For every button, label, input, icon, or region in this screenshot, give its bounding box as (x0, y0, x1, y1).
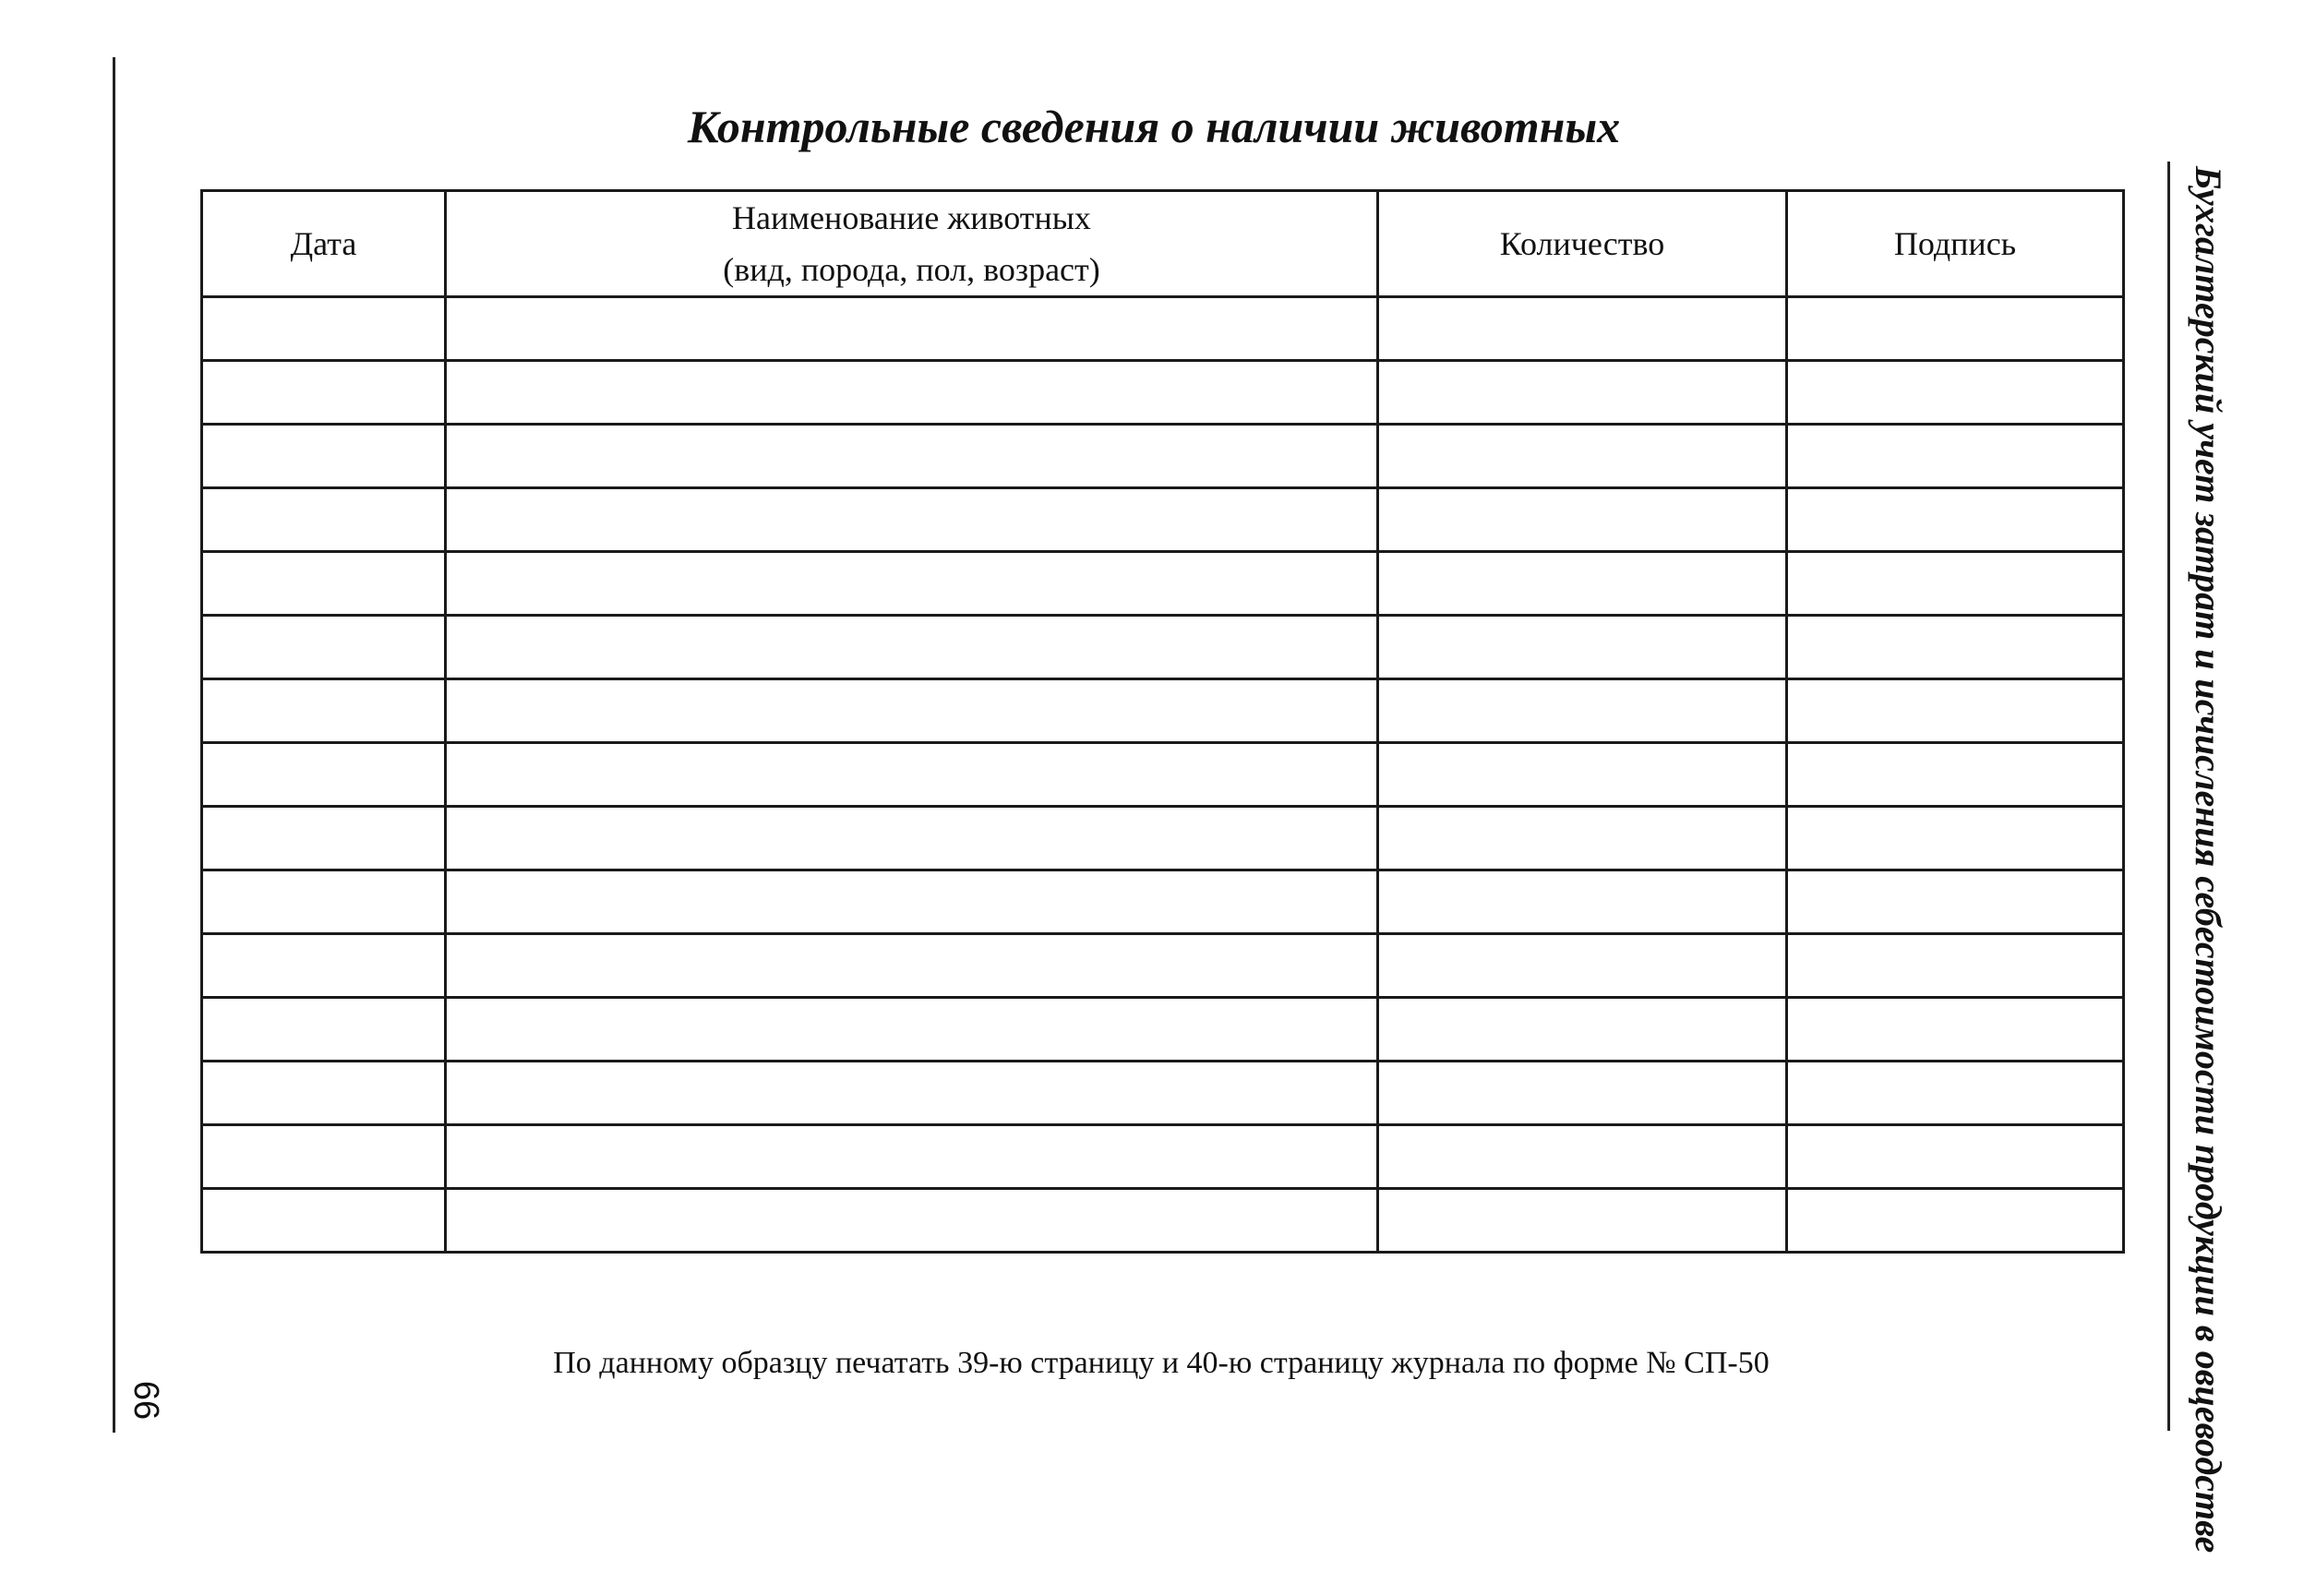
name-cell (446, 743, 1378, 807)
date-cell (202, 1062, 446, 1125)
table-row (202, 679, 2124, 743)
signature-cell (1787, 743, 2124, 807)
table-row (202, 1125, 2124, 1189)
table-row (202, 552, 2124, 616)
column-header-name-line1: Наименование животных (732, 199, 1091, 236)
date-cell (202, 807, 446, 870)
name-cell (446, 870, 1378, 934)
date-cell (202, 425, 446, 488)
quantity-cell (1378, 743, 1787, 807)
table-row (202, 870, 2124, 934)
name-cell (446, 679, 1378, 743)
quantity-cell (1378, 679, 1787, 743)
signature-cell (1787, 998, 2124, 1062)
signature-cell (1787, 934, 2124, 998)
quantity-cell (1378, 998, 1787, 1062)
table-row (202, 1062, 2124, 1125)
table-row (202, 616, 2124, 679)
footer-note: По данному образцу печатать 39-ю страницу и 40-ю страницу журнала по форме № СП-50 (553, 1346, 1770, 1380)
date-cell (202, 870, 446, 934)
signature-cell (1787, 870, 2124, 934)
date-cell (202, 361, 446, 425)
date-cell (202, 1189, 446, 1253)
quantity-cell (1378, 616, 1787, 679)
table-row (202, 998, 2124, 1062)
quantity-cell (1378, 425, 1787, 488)
name-cell (446, 297, 1378, 361)
quantity-cell (1378, 1062, 1787, 1125)
name-cell (446, 934, 1378, 998)
signature-cell (1787, 297, 2124, 361)
name-cell (446, 998, 1378, 1062)
column-header-date: Дата (202, 191, 446, 297)
signature-cell (1787, 807, 2124, 870)
name-cell (446, 425, 1378, 488)
table-row (202, 743, 2124, 807)
quantity-cell (1378, 361, 1787, 425)
column-header-signature: Подпись (1787, 191, 2124, 297)
table-body (202, 297, 2124, 1253)
date-cell (202, 743, 446, 807)
table-row (202, 297, 2124, 361)
page-number: 66 (126, 1380, 165, 1421)
page-title: Контрольные сведения о наличии животных (687, 101, 1621, 152)
quantity-cell (1378, 807, 1787, 870)
table-row (202, 934, 2124, 998)
signature-cell (1787, 616, 2124, 679)
signature-cell (1787, 552, 2124, 616)
table-row (202, 807, 2124, 870)
name-cell (446, 552, 1378, 616)
quantity-cell (1378, 488, 1787, 552)
date-cell (202, 998, 446, 1062)
quantity-cell (1378, 934, 1787, 998)
side-running-title: Бухгалтерский учет затрат и исчисления себестоимости продукции в овцеводстве (2188, 166, 2229, 1554)
table-header-row (202, 191, 2124, 297)
name-cell (446, 361, 1378, 425)
date-cell (202, 488, 446, 552)
column-header-name-line2: (вид, порода, пол, возраст) (723, 251, 1100, 288)
date-cell (202, 552, 446, 616)
quantity-cell (1378, 552, 1787, 616)
name-cell (446, 616, 1378, 679)
date-cell (202, 1125, 446, 1189)
name-cell (446, 1189, 1378, 1253)
signature-cell (1787, 488, 2124, 552)
left-margin-rule (113, 57, 115, 1433)
column-header-name (446, 191, 1378, 297)
right-margin-rule (2167, 162, 2170, 1431)
table-row (202, 1189, 2124, 1253)
table-row (202, 488, 2124, 552)
signature-cell (1787, 361, 2124, 425)
name-cell (446, 488, 1378, 552)
quantity-cell (1378, 870, 1787, 934)
name-cell (446, 1125, 1378, 1189)
animal-control-table (200, 189, 2125, 1254)
signature-cell (1787, 1189, 2124, 1253)
signature-cell (1787, 679, 2124, 743)
quantity-cell (1378, 1125, 1787, 1189)
table-row (202, 361, 2124, 425)
date-cell (202, 297, 446, 361)
date-cell (202, 679, 446, 743)
name-cell (446, 807, 1378, 870)
table-row (202, 425, 2124, 488)
date-cell (202, 934, 446, 998)
name-cell (446, 1062, 1378, 1125)
quantity-cell (1378, 1189, 1787, 1253)
signature-cell (1787, 425, 2124, 488)
signature-cell (1787, 1062, 2124, 1125)
date-cell (202, 616, 446, 679)
signature-cell (1787, 1125, 2124, 1189)
column-header-quantity: Количество (1378, 191, 1787, 297)
quantity-cell (1378, 297, 1787, 361)
